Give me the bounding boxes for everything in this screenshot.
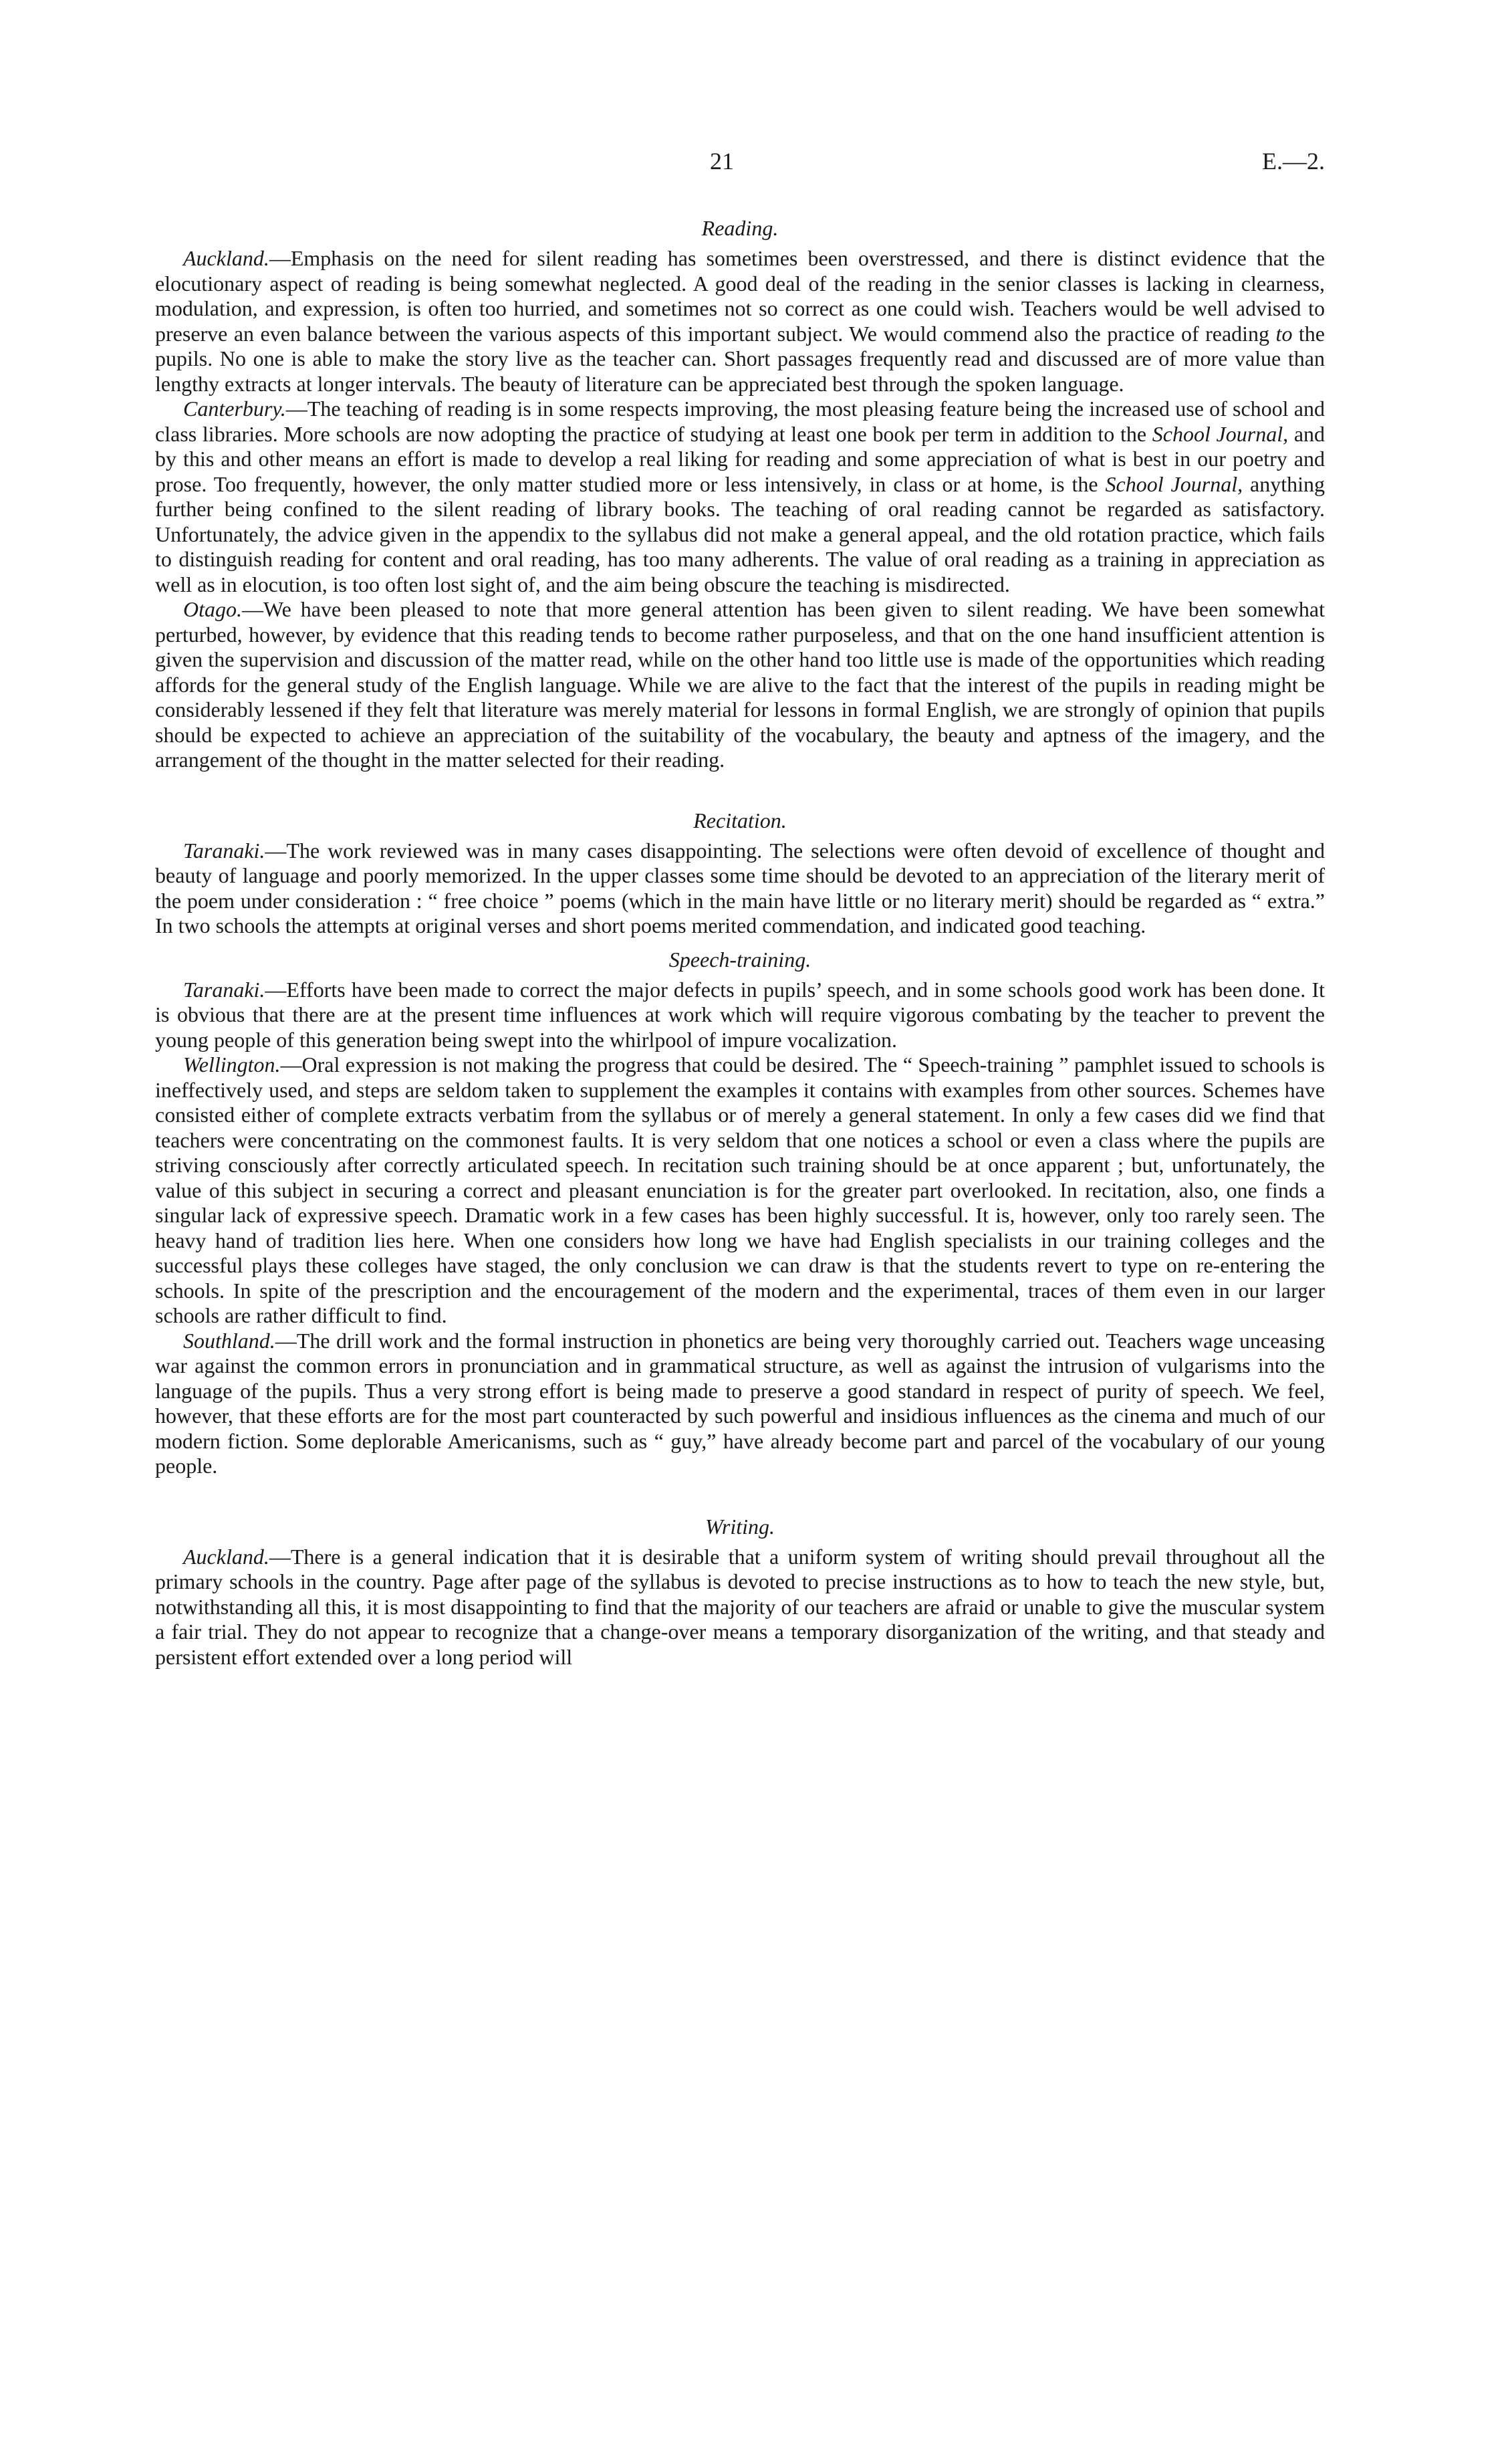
paragraph-text: the pupils. No one is able to make the story live as the teacher can. Short passages frequently read and discussed are of more value than lengthy extracts at longer intervals. The beauty of literature can be appreciated best through the spoken language. — [155, 321, 1326, 396]
paragraph-text: —Efforts have been made to correct the major defects in pupils’ speech, and in some schools good work has been done. It is obvious that there are at the present time influences at work which will require vigorous combating by the teacher to prevent the young people of this generation being swept into the whirlpool of impure vocalization. — [155, 977, 1325, 1052]
paragraph-text: anything further being confined to the silent reading of library books. The teaching of oral reading cannot be regarded as satisfactory. Unfortunately, the advice given in the appendix to the syllabus did not make a general appeal, and the old rotation practice, which fails to distinguish reading for content and oral reading, has too many adherents. The value of oral reading as a training in appreciation as well as in elocution, is too often lost sight of, and the aim being obscure the teaching is misdirected. — [155, 471, 1326, 596]
document-page — [155, 147, 1325, 1670]
emphasis-text: to — [1275, 321, 1293, 346]
paragraph-speech-taranaki — [155, 978, 1325, 1053]
section-title-writing: Writing. — [705, 1514, 775, 1539]
paragraph-text: and by this and other means an effort is made to develop a real liking for reading and some appreciation of what is best in our poetry and prose. Too frequently, however, the only matter studied more or less intensively, in class or at home, is the — [155, 421, 1326, 496]
paragraph-text: —The drill work and the formal instruction in phonetics are being very thoroughly carried out. Teachers wage unceasing war against the common errors in pronunciation and in grammatical structure, as well as against the intrusion of vulgarisms into the language of the pupils. Thus a very strong effort is being made to preserve a good standard in respect of purity of speech. We feel, however, that these efforts are for the most part counteracted by such powerful and insidious influences as the cinema and much of our modern fiction. Some deplorable Americanisms, such as “ guy,” have already become part and parcel of the vocabulary of our young people. — [155, 1328, 1325, 1478]
region-label: Canterbury. — [183, 397, 286, 421]
region-label: Wellington. — [183, 1052, 281, 1077]
document-reference: E.—2. — [1262, 148, 1325, 175]
page-header — [155, 147, 1325, 187]
region-label: Auckland. — [183, 1544, 269, 1569]
section-title-recitation: Recitation. — [693, 808, 787, 832]
paragraph-speech-wellington — [155, 1052, 1325, 1329]
section-title-speech-training: Speech-training. — [668, 947, 811, 972]
journal-title: School Journal, — [1152, 421, 1289, 446]
paragraph-writing-auckland — [155, 1545, 1325, 1670]
paragraph-text: —There is a general indication that it is desirable that a uniform system of writing should prevail throughout all the primary schools in the country. Page after page of the syllabus is devoted to precise instructions as to how to teach the new style, but, notwithstanding all this, it is most disappointing to find that the majority of our teachers are afraid or unable to give the muscular system a fair trial. They do not appear to recognize that a change-over means a temporary disorganization of the writing, and that steady and persistent effort extended over a long period will — [155, 1544, 1325, 1669]
paragraph-text: —Emphasis on the need for silent reading has sometimes been overstressed, and there is distinct evidence that the elocutionary aspect of reading is being somewhat neglected. A good deal of the reading in the senior classes is lacking in clearness, modulation, and expression, is often too hurried, and sometimes not so correct as one could wish. Teachers would be well advised to preserve an even balance between the various aspects of this important subject. We would commend also the practice of reading — [155, 246, 1325, 346]
section-title-reading: Reading. — [701, 216, 779, 240]
region-label: Taranaki. — [183, 838, 265, 863]
paragraph-reading-otago — [155, 597, 1325, 773]
paragraph-text: —Oral expression is not making the progress that could be desired. The “ Speech-training ” pamphlet issued to schools is ineffectively used, and steps are seldom taken to supplement the examples it contains with examples from other sources. Schemes have consisted either of complete extracts verbatim from the syllabus or of merely a general statement. In only a few cases did we find that teachers were concentrating on the commonest faults. It is very seldom that one notices a school or even a class where the pupils are striving consciously after correctly articulated speech. In recitation such training should be at once apparent ; but, unfortunately, the value of this subject in securing a correct and pleasant enunciation is for the greater part overlooked. In recitation, also, one finds a singular lack of expressive speech. Dramatic work in a few cases has been highly successful. It is, however, only too rarely seen. The heavy hand of tradition lies here. When one considers how long we have had English specialists in our training colleges and the successful plays these colleges have staged, the only conclusion we can draw is that the students revert to type on re-entering the schools. In spite of the prescription and the encouragement of the modern and the experimental, traces of them even in our larger schools are rather difficult to find. — [155, 1052, 1325, 1327]
region-label: Otago. — [183, 597, 242, 621]
region-label: Taranaki. — [183, 977, 265, 1002]
region-label: Auckland. — [183, 246, 269, 270]
region-label: Southland. — [183, 1328, 275, 1353]
journal-title: School Journal, — [1105, 471, 1243, 496]
paragraph-speech-southland — [155, 1329, 1325, 1479]
paragraph-recitation-taranaki — [155, 838, 1325, 939]
paragraph-text: —The work reviewed was in many cases disappointing. The selections were often devoid of excellence of thought and beauty of language and poorly memorized. In the upper classes some time should be devoted to an appreciation of the literary merit of the poem under consideration : “ free choice ” poems (which in the main have little or no literary merit) should be regarded as “ extra.” In two schools the attempts at original verses and short poems merited commendation, and indicated good teaching. — [155, 838, 1325, 937]
paragraph-reading-canterbury — [155, 397, 1325, 597]
paragraph-reading-auckland — [155, 246, 1325, 397]
page-number: 21 — [710, 148, 734, 175]
paragraph-text: —We have been pleased to note that more general attention has been given to silent reading. We have been somewhat perturbed, however, by evidence that this reading tends to become rather purposeless, and that on the one hand insufficient attention is given the supervision and discussion of the matter read, while on the other hand too little use is made of the opportunities which reading affords for the general study of the English language. While we are alive to the fact that the interest of the pupils in reading might be considerably lessened if they felt that literature was merely material for lessons in formal English, we are strongly of opinion that pupils should be expected to achieve an appreciation of the suitability of the vocabulary, the beauty and aptness of the imagery, and the arrangement of the thought in the matter selected for their reading. — [155, 597, 1325, 772]
paragraph-text: —The teaching of reading is in some respects improving, the most pleasing feature being the increased use of school and class libraries. More schools are now adopting the practice of studying at least one book per term in addition to the — [155, 397, 1325, 446]
